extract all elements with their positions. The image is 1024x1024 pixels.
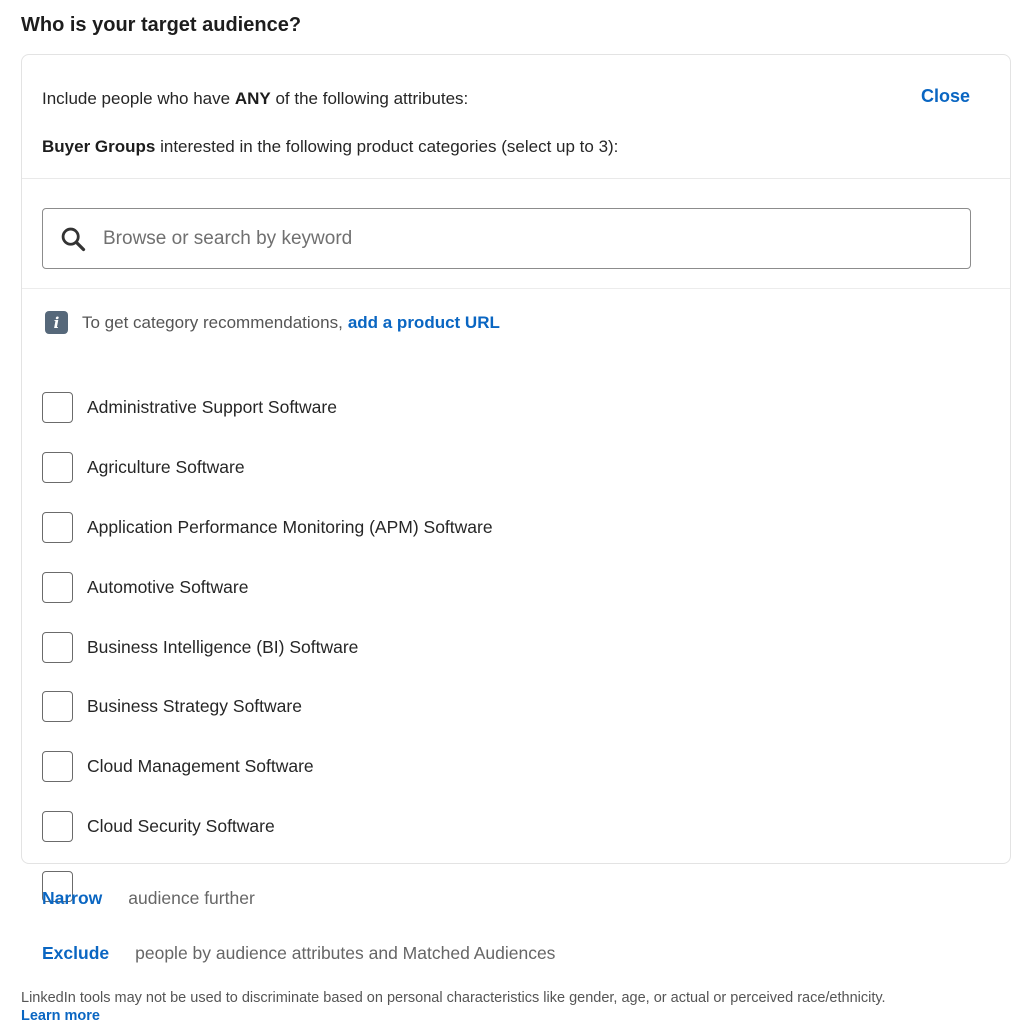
exclude-row: [42, 943, 555, 964]
category-checkbox[interactable]: [42, 691, 73, 722]
category-item[interactable]: [42, 797, 1010, 857]
category-label: Automotive Software: [87, 576, 249, 597]
buyer-groups-desc: interested in the following product categories (select up to 3):: [160, 137, 619, 156]
category-item[interactable]: [42, 378, 1010, 438]
category-checkbox[interactable]: [42, 632, 73, 663]
search-section: [22, 179, 1010, 289]
exclude-desc: people by audience attributes and Matched Audiences: [135, 943, 556, 963]
search-icon: [59, 225, 87, 253]
info-icon: i: [45, 311, 68, 334]
audience-card: [21, 54, 1011, 864]
include-bold: ANY: [234, 89, 271, 108]
info-text: To get category recommendations,: [82, 312, 343, 332]
card-header: [22, 55, 1010, 179]
include-suffix: of the following attributes:: [275, 89, 469, 108]
category-label: Cloud Security Software: [87, 815, 275, 836]
category-label: Application Performance Monitoring (APM) Software: [87, 516, 493, 537]
add-product-url-link[interactable]: add a product URL: [347, 312, 500, 332]
narrow-button[interactable]: Narrow: [42, 888, 103, 908]
category-checkbox[interactable]: [42, 452, 73, 483]
category-item[interactable]: [42, 498, 1010, 558]
category-label: Agriculture Software: [87, 457, 245, 478]
category-label: Business Intelligence (BI) Software: [87, 636, 359, 657]
include-line: [42, 89, 468, 109]
category-checkbox[interactable]: [42, 811, 73, 842]
category-checkbox[interactable]: [42, 572, 73, 603]
category-label: Administrative Support Software: [87, 397, 337, 418]
page-title: Who is your target audience?: [21, 14, 302, 36]
category-label: Cloud Management Software: [87, 756, 314, 777]
category-checkbox[interactable]: [42, 512, 73, 543]
exclude-button[interactable]: Exclude: [42, 943, 110, 963]
category-checkbox[interactable]: [42, 392, 73, 423]
info-row: [45, 311, 500, 334]
category-item[interactable]: [42, 557, 1010, 617]
category-item[interactable]: [42, 438, 1010, 498]
category-list: [42, 378, 1010, 916]
search-box[interactable]: [42, 208, 971, 269]
narrow-row: [42, 888, 255, 909]
category-label: Business Strategy Software: [87, 696, 302, 717]
category-item[interactable]: [42, 617, 1010, 677]
include-prefix: Include people who have: [42, 89, 231, 108]
learn-more-link[interactable]: Learn more: [21, 1008, 100, 1024]
category-item[interactable]: [42, 737, 1010, 797]
close-button[interactable]: Close: [920, 86, 970, 106]
buyer-groups-label: Buyer Groups: [42, 137, 156, 156]
search-input[interactable]: [103, 228, 923, 250]
category-item[interactable]: [42, 677, 1010, 737]
disclaimer-text: LinkedIn tools may not be used to discriminate based on personal characteristics like gender, age, or actual or perceived race/ethnicity.: [21, 990, 886, 1006]
category-checkbox[interactable]: [42, 751, 73, 782]
narrow-desc: audience further: [128, 888, 255, 908]
buyer-groups-line: [42, 137, 618, 157]
